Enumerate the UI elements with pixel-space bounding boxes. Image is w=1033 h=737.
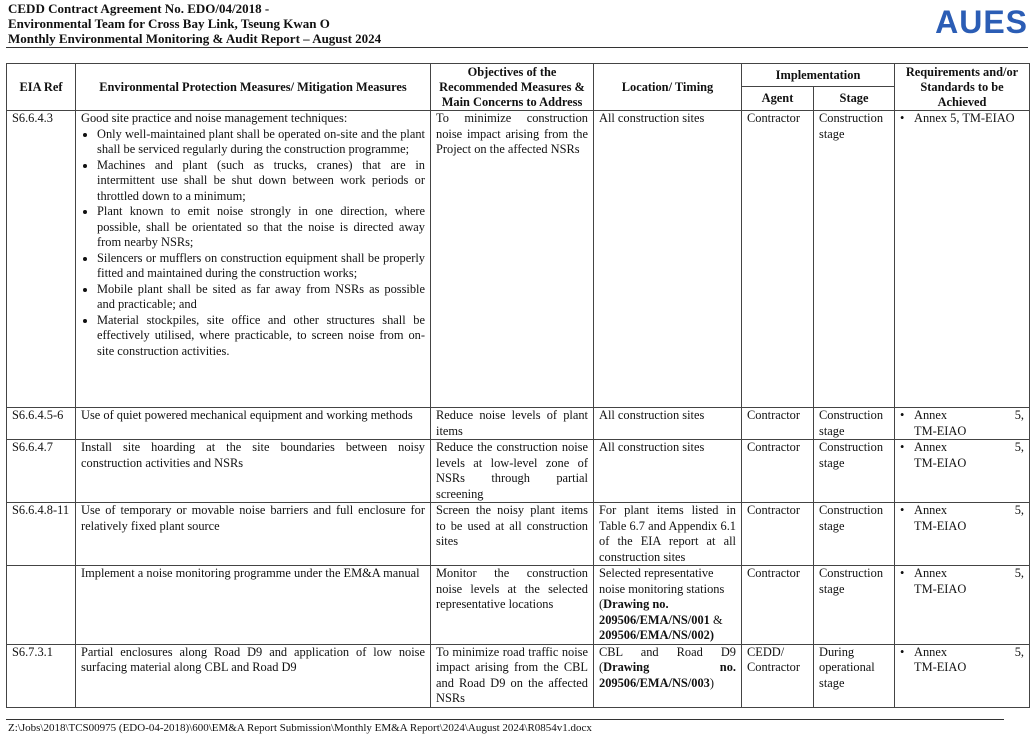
standard-annex: Annex — [914, 566, 948, 580]
footer-divider — [6, 719, 1004, 720]
location-cell: All construction sites — [594, 440, 742, 503]
eia-ref-cell: S6.6.4.3 — [7, 111, 76, 408]
stage-cell: Construction stage — [814, 440, 895, 503]
location-cell: CBL and Road D9 (Drawing no. 209506/EMA/NS/003) — [594, 644, 742, 707]
header-measures: Environmental Protection Measures/ Mitigation Measures — [76, 64, 431, 111]
agent-cell: Contractor — [742, 408, 814, 440]
measure-intro: Good site practice and noise management techniques: — [81, 111, 348, 125]
agent-cell: Contractor — [742, 440, 814, 503]
objective-cell: Monitor the construction noise levels at the selected representative locations — [431, 566, 594, 645]
measures-cell: Use of quiet powered mechanical equipment and working methods — [76, 408, 431, 440]
stage-cell: Construction stage — [814, 111, 895, 408]
header-contract-line: CEDD Contract Agreement No. EDO/04/2018 - — [8, 1, 270, 16]
measures-cell: Implement a noise monitoring programme under the EM&A manual — [76, 566, 431, 645]
eia-ref-cell: S6.6.4.8-11 — [7, 503, 76, 566]
list-item: • Mobile plant shall be sited as far away from NSRs as possible and practicable; and — [97, 282, 425, 313]
bullet-icon: • — [900, 566, 905, 580]
standard-annex: Annex — [914, 644, 948, 659]
table-row — [7, 503, 1030, 566]
standard-annex: Annex — [914, 440, 948, 454]
measures-cell — [76, 111, 431, 408]
eia-ref-cell: S6.6.4.7 — [7, 440, 76, 503]
objective-cell: To minimize road traffic noise impact arising from the CBL and Road D9 on the affected NSRs — [431, 644, 594, 707]
eia-ref-cell — [7, 566, 76, 645]
standard-annex-number: 5, — [1014, 566, 1025, 580]
aues-logo: AUES — [935, 4, 1028, 40]
eia-ref-cell: S6.6.4.5-6 — [7, 408, 76, 440]
standard-cell — [895, 440, 1030, 503]
bullet-icon: • — [900, 111, 905, 125]
list-item: • Plant known to emit noise strongly in one direction, where possible, shall be orientated so that the noise is directed away from nearby NSRs; — [97, 204, 425, 251]
list-item: • Only well-maintained plant shall be operated on-site and the plant shall be serviced regularly during the construction programme; — [97, 127, 425, 158]
objective-cell: Reduce noise levels of plant items — [431, 408, 594, 440]
eia-ref-cell: S6.7.3.1 — [7, 644, 76, 707]
measures-cell: Partial enclosures along Road D9 and application of low noise surfacing material along CBL and Road D9 — [76, 644, 431, 707]
location-cell: Selected representative noise monitoring stations (Drawing no. 209506/EMA/NS/001 & 209506/EMA/NS/002) — [594, 566, 742, 645]
drawing-reference: 209506/EMA/NS/002 — [599, 628, 710, 642]
table-row — [7, 644, 1030, 707]
standard-cell — [895, 566, 1030, 645]
standard-annex-number: 5, — [1014, 440, 1025, 454]
header-implementation: Implementation — [742, 64, 895, 87]
header-stage: Stage — [814, 87, 895, 111]
standard-annex: Annex — [914, 503, 948, 517]
table-row — [7, 566, 1030, 645]
standard-cell — [895, 408, 1030, 440]
location-cell: All construction sites — [594, 111, 742, 408]
header-location: Location/ Timing — [594, 64, 742, 111]
standard-tm: TM-EIAO — [914, 518, 967, 533]
stage-cell: Construction stage — [814, 503, 895, 566]
objective-cell: Reduce the construction noise levels at low-level zone of NSRs through partial screening — [431, 440, 594, 503]
bullet-icon: • — [900, 644, 905, 659]
list-item: • Silencers or mufflers on construction equipment shall be properly fitted and maintained during the construction works; — [97, 251, 425, 282]
stage-cell: Construction stage — [814, 566, 895, 645]
measure-bullet-list — [81, 127, 425, 360]
header-eia-ref: EIA Ref — [7, 64, 76, 111]
list-item: • Material stockpiles, site office and other structures shall be effectively utilised, where practicable, to screen noise from on-site construction activities. — [97, 313, 425, 360]
measures-cell: Use of temporary or movable noise barriers and full enclosure for relatively fixed plant source — [76, 503, 431, 566]
footer-file-path: Z:\Jobs\2018\TCS00975 (EDO-04-2018)\600\EM&A Report Submission\Monthly EM&A Report\2024\August 2024\R0854v1.docx — [8, 722, 592, 734]
stage-cell: During operational stage — [814, 644, 895, 707]
bullet-icon: • — [900, 408, 905, 422]
standard-annex-number: 5, — [1014, 644, 1025, 659]
header-team-line: Environmental Team for Cross Bay Link, Tseung Kwan O — [8, 16, 330, 31]
table-row — [7, 408, 1030, 440]
drawing-reference: Drawing no. 209506/EMA/NS/001 — [599, 597, 710, 627]
bullet-icon: • — [900, 440, 905, 454]
mitigation-measures-table — [6, 63, 1030, 708]
table-row — [7, 440, 1030, 503]
location-cell: All construction sites — [594, 408, 742, 440]
agent-cell: Contractor — [742, 566, 814, 645]
location-cell: For plant items listed in Table 6.7 and Appendix 6.1 of the EIA report at all construction sites — [594, 503, 742, 566]
agent-cell: Contractor — [742, 503, 814, 566]
standard-cell — [895, 111, 1030, 408]
standard-cell — [895, 644, 1030, 707]
standard-tm: TM-EIAO — [914, 455, 967, 470]
standard-annex-number: 5, — [1014, 408, 1025, 422]
standard-tm: TM-EIAO — [914, 660, 967, 674]
header-agent: Agent — [742, 87, 814, 111]
page-header — [8, 1, 1028, 47]
bullet-icon: • — [900, 503, 905, 517]
stage-cell: Construction stage — [814, 408, 895, 440]
objective-cell: To minimize construction noise impact arising from the Project on the affected NSRs — [431, 111, 594, 408]
agent-cell: CEDD/ Contractor — [742, 644, 814, 707]
agent-cell: Contractor — [742, 111, 814, 408]
standard-cell — [895, 503, 1030, 566]
list-item: • Machines and plant (such as trucks, cranes) that are in intermittent use shall be shut down between work periods or throttled down to a minimum; — [97, 158, 425, 205]
drawing-reference: Drawing no. 209506/EMA/NS/003 — [599, 660, 736, 690]
standard-text: Annex 5, TM-EIAO — [914, 111, 1015, 125]
standard-tm: TM-EIAO — [914, 581, 967, 596]
standard-annex-number: 5, — [1014, 503, 1025, 517]
standard-tm: TM-EIAO — [914, 423, 967, 438]
table-row — [7, 111, 1030, 408]
header-objectives: Objectives of the Recommended Measures & Main Concerns to Address — [431, 64, 594, 111]
header-requirements: Requirements and/or Standards to be Achieved — [895, 64, 1030, 111]
measures-cell: Install site hoarding at the site boundaries between noisy construction activities and NSRs — [76, 440, 431, 503]
header-report-line: Monthly Environmental Monitoring & Audit Report – August 2024 — [8, 31, 382, 46]
objective-cell: Screen the noisy plant items to be used at all construction sites — [431, 503, 594, 566]
header-divider — [6, 47, 1028, 48]
standard-annex: Annex — [914, 408, 948, 422]
